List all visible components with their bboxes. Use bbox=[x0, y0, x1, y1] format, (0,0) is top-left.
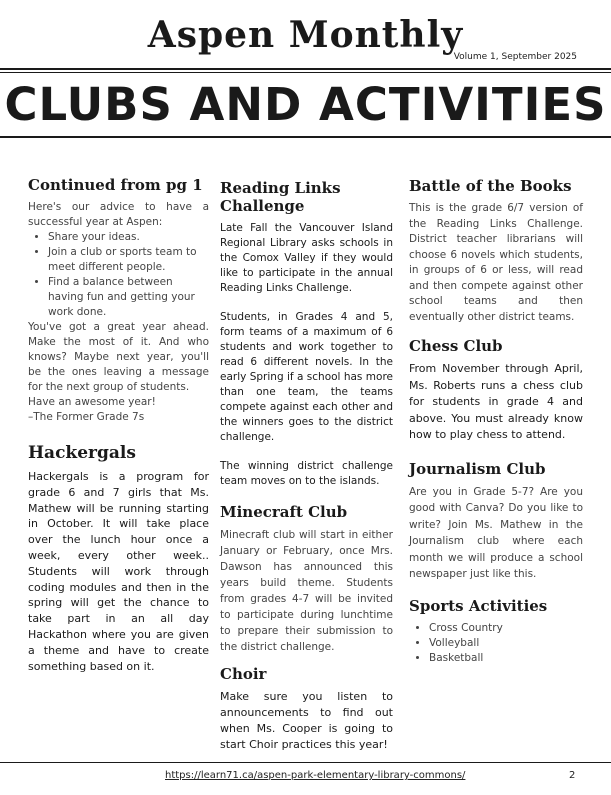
column-right bbox=[409, 170, 583, 666]
continued-signature: –The Former Grade 7s bbox=[28, 411, 145, 423]
hackergals-body: Hackergals is a program for grade 6 and 7 girls that Ms. Mathew will be running starting in October. It will take place over the lunch hour once a week, every other week.. Students will work through coding modules and then in the spring will get the chance to take part in an all day Hackathon where you are given a theme and have to create something based on it. bbox=[28, 470, 209, 673]
minecraft-body: Minecraft club will start in either January or February, once Mrs. Dawson has announced this years build theme. Students from grades 4-7 will be invited to participate during lunchtime to prepare their submission to the district challenge. bbox=[220, 529, 393, 653]
reading-links-heading: Reading Links Challenge bbox=[220, 179, 341, 215]
sports-heading: Sports Activities bbox=[409, 596, 548, 615]
continued-intro: Here's our advice to have a successful year at Aspen: bbox=[28, 201, 209, 228]
headline-rule bbox=[0, 136, 611, 138]
list-item: • Join a club or sports team to meet different people. bbox=[48, 245, 209, 275]
newsletter-title: Aspen Monthly bbox=[147, 14, 464, 56]
reading-links-p1: Late Fall the Vancouver Island Regional Library asks schools in the Comox Valley if they would like to participate in the annual Reading Links Challenge. bbox=[220, 222, 393, 294]
list-item: • Share your ideas. bbox=[48, 230, 209, 245]
battle-of-books-heading: Battle of the Books bbox=[409, 177, 572, 195]
volume-label: Volume 1, September 2025 bbox=[453, 52, 577, 62]
continued-sign-off: Have an awesome year! bbox=[28, 396, 156, 408]
chess-heading: Chess Club bbox=[409, 337, 503, 355]
hackergals-heading: Hackergals bbox=[28, 443, 136, 463]
footer-rule bbox=[0, 762, 611, 763]
choir-heading: Choir bbox=[220, 665, 267, 683]
list-item: • Volleyball bbox=[429, 636, 583, 651]
advice-list bbox=[28, 230, 209, 320]
masthead bbox=[0, 0, 611, 140]
library-commons-link[interactable]: https://learn71.ca/aspen-park-elementary-library-commons/ bbox=[165, 770, 466, 781]
continued-heading: Continued from pg 1 bbox=[28, 176, 203, 194]
journalism-heading: Journalism Club bbox=[409, 459, 546, 478]
reading-links-p3: The winning district challenge team moves on to the islands. bbox=[220, 460, 393, 487]
top-rule bbox=[0, 68, 611, 70]
reading-links-p2: Students, in Grades 4 and 5, form teams of a maximum of 6 students and work together to read 6 different novels. In the early Spring if a school has more than one team, the teams compete against each other and the winners goes to the district challenge. bbox=[220, 311, 393, 443]
sports-list bbox=[409, 621, 583, 666]
minecraft-heading: Minecraft Club bbox=[220, 503, 348, 521]
list-item: • Cross Country bbox=[429, 621, 583, 636]
continued-body: You've got a great year ahead. Make the most of it. And who knows? Maybe next year, you'll be the ones leaving a message for the next group of students. bbox=[28, 321, 209, 393]
page-number: 2 bbox=[569, 770, 576, 781]
top-rule-thin bbox=[0, 72, 611, 73]
column-middle bbox=[220, 170, 393, 753]
chess-body: From November through April, Ms. Roberts runs a chess club for students in grade 4 and above. You must already know how to play chess to attend. bbox=[409, 362, 583, 441]
battle-of-books-body: This is the grade 6/7 version of the Reading Links Challenge. District teacher librarians will choose 6 novels which students, in groups of 6 or less, will read and then compete against other school teams and then eventually other district teams. bbox=[409, 202, 583, 323]
list-item: • Find a balance between having fun and getting your work done. bbox=[48, 275, 209, 320]
column-left bbox=[28, 170, 209, 674]
section-headline: CLUBS AND ACTIVITIES bbox=[4, 78, 607, 131]
journalism-body: Are you in Grade 5-7? Are you good with Canva? Do you like to write? Join Ms. Mathew in the Journalism club where each month we will produce a school newspaper just like this. bbox=[409, 485, 583, 580]
choir-body: Make sure you listen to announcements to find out when Ms. Cooper is going to start Choir practices this year! bbox=[220, 690, 393, 751]
list-item: • Basketball bbox=[429, 651, 583, 666]
